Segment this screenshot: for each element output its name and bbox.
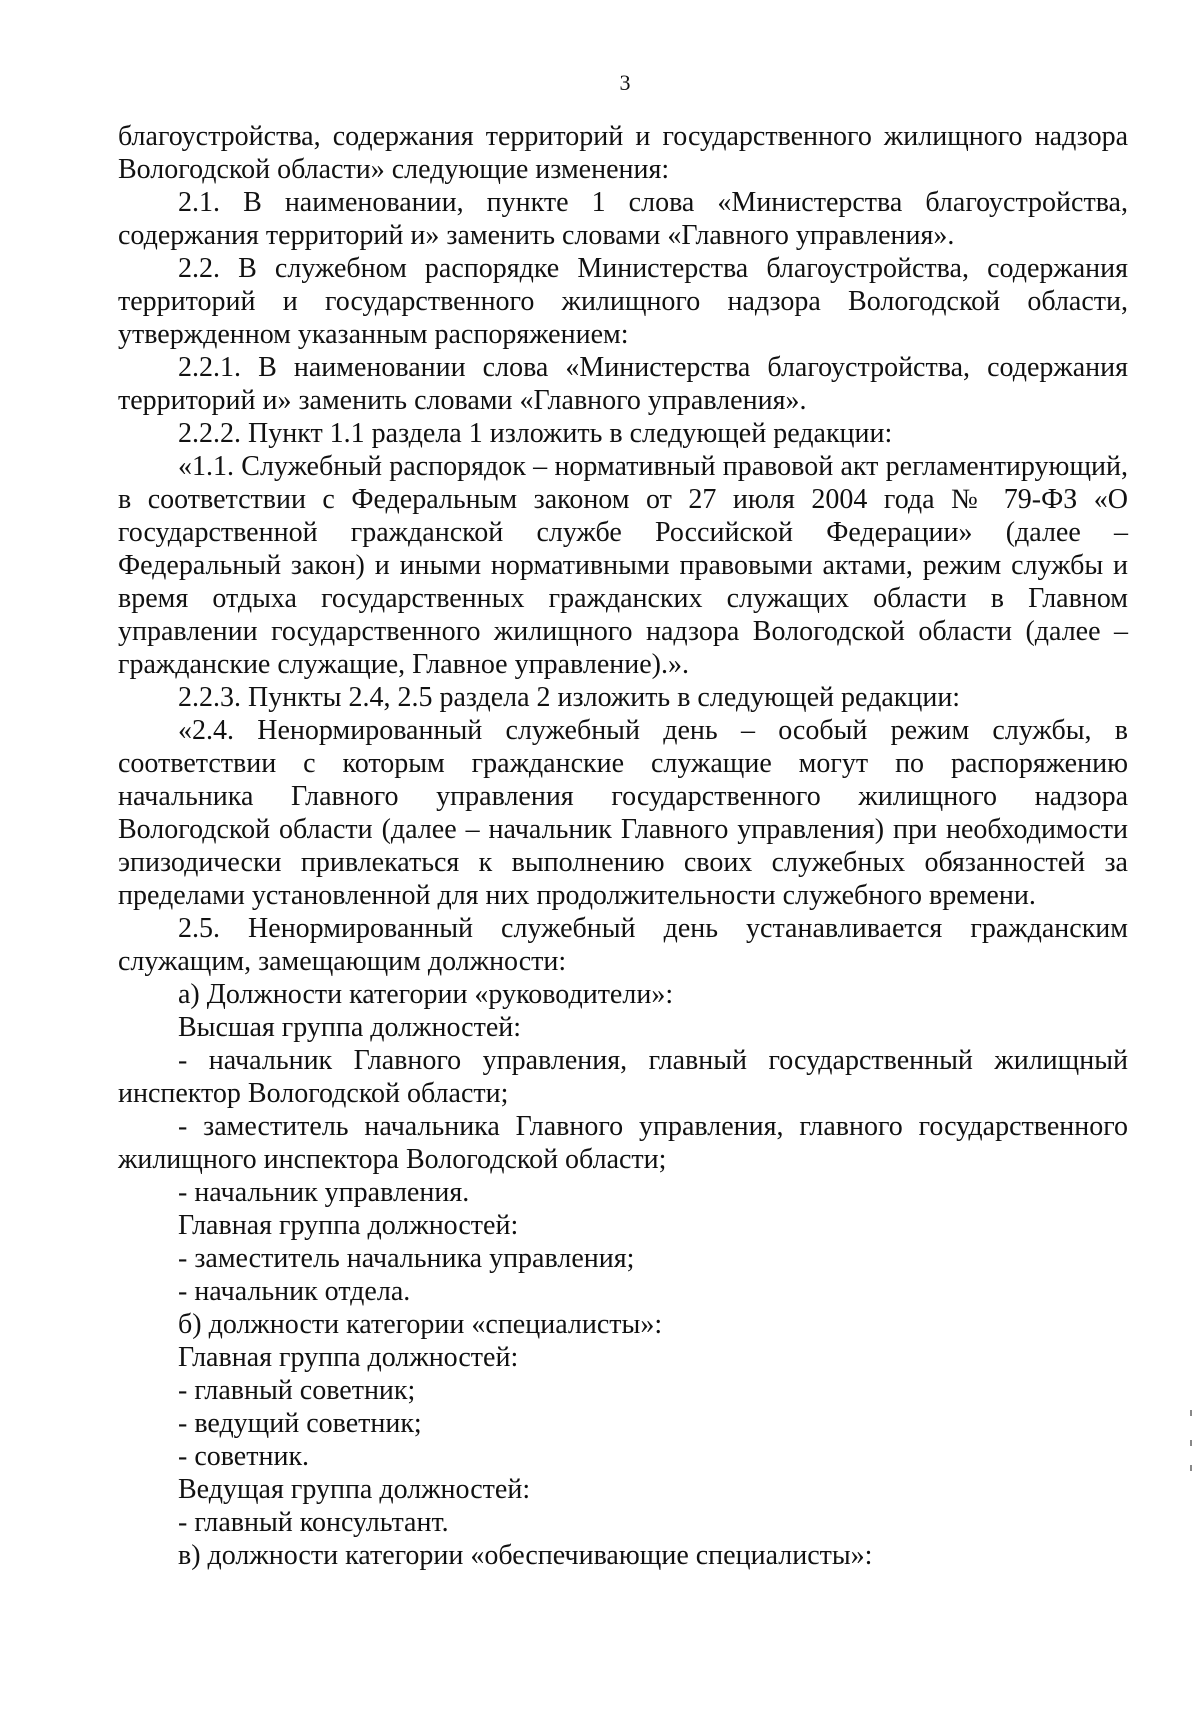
group-heading-main: Главная группа должностей: <box>178 1342 519 1373</box>
scan-artifact <box>1190 1440 1192 1446</box>
list-item: - начальник отдела. <box>178 1276 411 1307</box>
paragraph-2-2: 2.2. В служебном распорядке Министерства благоустройства, содержания территорий и государственного жилищного надзора Вологодской области, утвержденном указанным распоряжением: <box>118 253 1128 350</box>
group-heading-highest: Высшая группа должностей: <box>178 1012 522 1043</box>
category-a-heading: а) Должности категории «руководители»: <box>178 979 674 1010</box>
paragraph-2-5: 2.5. Ненормированный служебный день устанавливается гражданским служащим, замещающим должности: <box>118 913 1128 977</box>
paragraph-1-1-quote: «1.1. Служебный распорядок – нормативный правовой акт регламентирующий, в соответствии с Федеральным законом от 27 июля 2004 года № 79-ФЗ «О государственной гражданской службе Российской Федерации» (далее – Федеральный закон) и иными нормативными правовыми актами, режим службы и время отдыха государственных гражданских служащих области в Главном управлении государственного жилищного надзора Вологодской области (далее – гражданские служащие, Главное управление).». <box>118 451 1128 680</box>
scan-artifact <box>1190 1465 1192 1471</box>
list-item: - советник. <box>178 1441 310 1472</box>
paragraph-2-2-3: 2.2.3. Пункты 2.4, 2.5 раздела 2 изложить в следующей редакции: <box>178 682 961 713</box>
document-body <box>118 120 1128 1572</box>
category-b-heading: б) должности категории «специалисты»: <box>178 1309 663 1340</box>
list-item: - заместитель начальника управления; <box>178 1243 635 1274</box>
group-heading-leading: Ведущая группа должностей: <box>178 1474 531 1505</box>
list-item: - ведущий советник; <box>178 1408 422 1439</box>
paragraph-2-2-2: 2.2.2. Пункт 1.1 раздела 1 изложить в следующей редакции: <box>178 418 893 449</box>
paragraph-2-1: 2.1. В наименовании, пункте 1 слова «Министерства благоустройства, содержания территорий и» заменить словами «Главного управления». <box>118 187 1128 251</box>
list-item: - начальник управления. <box>178 1177 470 1208</box>
list-item: - главный советник; <box>178 1375 416 1406</box>
paragraph-2-4-quote: «2.4. Ненормированный служебный день – особый режим службы, в соответствии с которым гражданские служащие могут по распоряжению начальника Главного управления государственного жилищного надзора Вологодской области (далее – начальник Главного управления) при необходимости эпизодически привлекаться к выполнению своих служебных обязанностей за пределами установленной для них продолжительности служебного времени. <box>118 715 1128 911</box>
page-number: 3 <box>619 70 631 95</box>
list-item: - главный консультант. <box>178 1507 449 1538</box>
paragraph-2-2-1: 2.2.1. В наименовании слова «Министерства благоустройства, содержания территорий и» заменить словами «Главного управления». <box>118 352 1128 416</box>
paragraph-intro: благоустройства, содержания территорий и государственного жилищного надзора Вологодской области» следующие изменения: <box>118 121 1128 185</box>
list-item: - заместитель начальника Главного управления, главного государственного жилищного инспектора Вологодской области; <box>118 1111 1128 1175</box>
scan-artifact <box>1190 1410 1192 1416</box>
category-c-heading: в) должности категории «обеспечивающие специалисты»: <box>178 1540 873 1571</box>
group-heading-main: Главная группа должностей: <box>178 1210 519 1241</box>
list-item: - начальник Главного управления, главный государственный жилищный инспектор Вологодской области; <box>118 1045 1128 1109</box>
